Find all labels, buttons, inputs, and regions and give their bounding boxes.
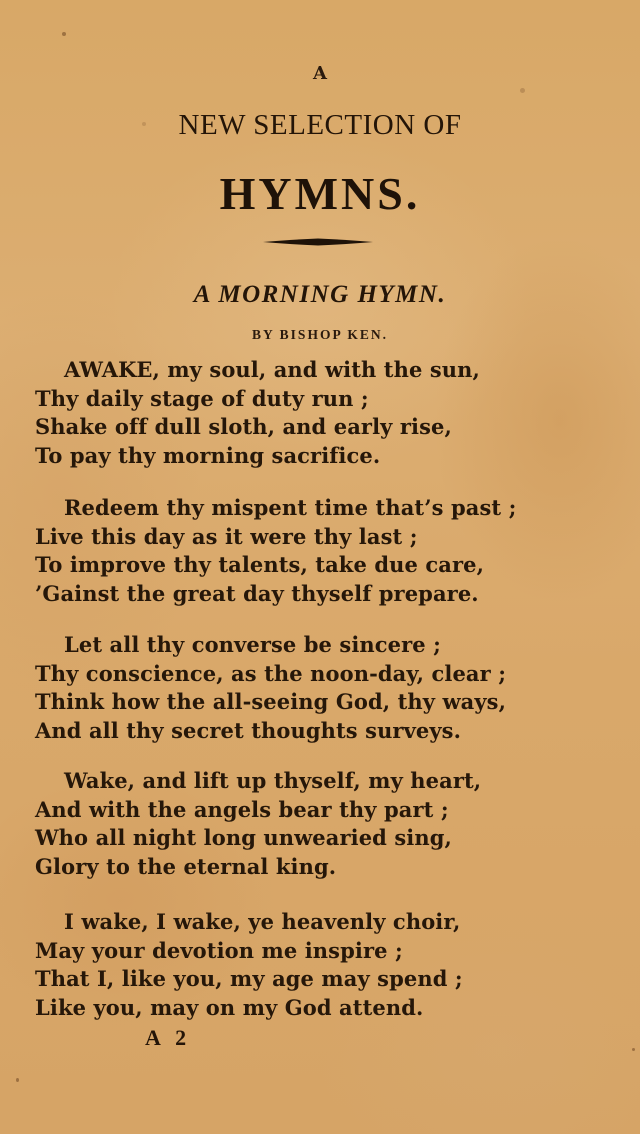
verse-line: That I, like you, my age may spend ;: [35, 966, 463, 991]
verse-line: Redeem thy mispent time that’s past ;: [64, 495, 517, 520]
verse-line: May your devotion me inspire ;: [35, 937, 403, 963]
paper-speck: [16, 1078, 19, 1082]
verse-line: Wake, and lift up thyself, my heart,: [64, 768, 482, 793]
verse-line: To improve thy talents, take due care,: [35, 552, 484, 577]
paper-speck: [632, 1048, 635, 1051]
signature-mark: A 2: [145, 1025, 192, 1050]
verse-line: Who all night long unwearied sing,: [35, 825, 452, 850]
verse-line: Like you, may on my God attend.: [35, 994, 424, 1020]
stanza-1: [35, 356, 555, 470]
verse-line: AWAKE, my soul, and with the sun,: [64, 357, 480, 382]
verse-line: Thy daily stage of duty run ;: [35, 385, 369, 411]
verse-line: Thy conscience, as the noon-day, clear ;: [35, 660, 507, 686]
hymn-byline: BY BISHOP KEN.: [252, 327, 388, 342]
hymn-title: A MORNING HYMN.: [193, 281, 447, 308]
verse-line: Let all thy converse be sincere ;: [64, 632, 442, 657]
verse-line: And all thy secret thoughts surveys.: [35, 717, 461, 743]
stanza-3: [35, 631, 555, 745]
verse-line: I wake, I wake, ye heavenly choir,: [64, 909, 461, 934]
verse-line: Live this day as it were thy last ;: [35, 523, 418, 549]
verse-line: Glory to the eternal king.: [35, 853, 337, 879]
stanza-4: [35, 767, 555, 881]
collection-title: HYMNS.: [219, 168, 421, 219]
verse-line: Shake off dull sloth, and early rise,: [35, 414, 452, 439]
verse-line: And with the angels bear thy part ;: [35, 796, 449, 822]
verse-line: To pay thy morning sacrifice.: [35, 442, 381, 468]
stanza-5: [35, 908, 555, 1022]
paper-speck: [62, 32, 66, 36]
catchword-top: A: [313, 63, 327, 84]
paper-speck: [520, 88, 525, 93]
collection-subtitle: NEW SELECTION OF: [178, 109, 462, 141]
ornamental-rule-icon: [263, 238, 373, 246]
stanza-2: [35, 494, 555, 608]
verse-line: ’Gainst the great day thyself prepare.: [35, 580, 479, 606]
verse-line: Think how the all-seeing God, thy ways,: [35, 689, 507, 714]
